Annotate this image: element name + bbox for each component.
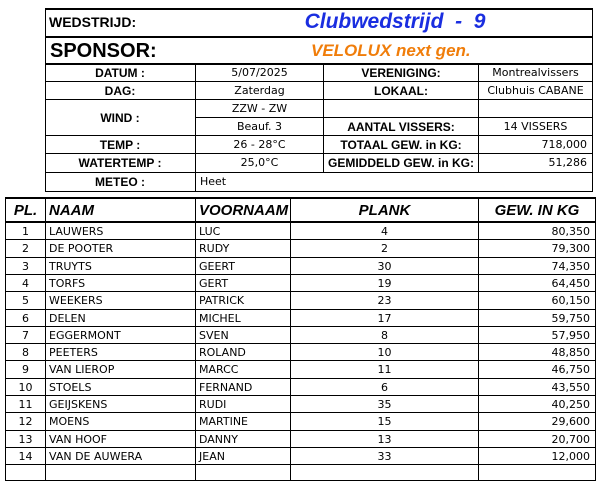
totaal-value: 718,000: [541, 138, 587, 151]
cell-place: 13: [18, 433, 33, 446]
cell-plank: 23: [377, 294, 392, 307]
row-divider: [5, 309, 596, 310]
row-divider: [5, 257, 596, 258]
cell-gewicht: 40,250: [551, 398, 590, 411]
row-divider: [5, 464, 596, 465]
cell-naam: GEIJSKENS: [49, 398, 108, 411]
cell-place: 7: [22, 329, 29, 342]
cell-naam: EGGERMONT: [49, 329, 121, 342]
cell-gewicht: 29,600: [551, 415, 590, 428]
cell-naam: TORFS: [49, 277, 86, 290]
cell-naam: MOENS: [49, 415, 90, 428]
cell-naam: VAN DE AUWERA: [49, 450, 143, 463]
cell-voornaam: RUDY: [199, 242, 230, 255]
row-divider: [5, 412, 596, 413]
cell-gewicht: 64,450: [551, 277, 590, 290]
cell-voornaam: FERNAND: [199, 381, 253, 394]
cell-plank: 35: [377, 398, 392, 411]
totaal-label: TOTAAL GEW. in KG:: [340, 138, 462, 152]
cell-plank: 4: [381, 225, 388, 238]
cell-plank: 33: [377, 450, 392, 463]
meteo-label: METEO :: [95, 175, 145, 189]
cell-voornaam: LUC: [199, 225, 221, 238]
sponsor-label: SPONSOR:: [50, 40, 157, 62]
vereniging-value: Montrealvissers: [492, 66, 579, 79]
cell-voornaam: SVEN: [199, 329, 229, 342]
cell-plank: 13: [377, 433, 392, 446]
cell-place: 14: [18, 450, 33, 463]
cell-plank: 2: [381, 242, 388, 255]
wind-force: Beauf. 3: [236, 120, 283, 133]
cell-place: 10: [18, 381, 33, 394]
col-header-pl: PL.: [13, 202, 38, 219]
temp-value: 26 - 28°C: [233, 138, 286, 151]
cell-place: 11: [18, 398, 33, 411]
col-header-plank: PLANK: [358, 202, 411, 219]
cell-plank: 15: [377, 415, 392, 428]
wind-direction: ZZW - ZW: [231, 102, 288, 115]
watertemp-value: 25,0°C: [240, 156, 279, 169]
row-divider: [5, 360, 596, 361]
cell-voornaam: JEAN: [199, 450, 225, 463]
cell-plank: 19: [377, 277, 392, 290]
cell-voornaam: MICHEL: [199, 312, 241, 325]
cell-voornaam: GEERT: [199, 260, 235, 273]
sponsor-name: VELOLUX next gen.: [311, 41, 471, 60]
cell-naam: DELEN: [49, 312, 86, 325]
cell-naam: WEEKERS: [49, 294, 103, 307]
row-divider: [5, 395, 596, 396]
cell-gewicht: 20,700: [551, 433, 590, 446]
lokaal-value: Clubhuis CABANE: [487, 84, 584, 97]
cell-place: 5: [22, 294, 29, 307]
cell-place: 1: [22, 225, 29, 238]
cell-gewicht: 46,750: [551, 363, 590, 376]
cell-naam: TRUYTS: [49, 260, 92, 273]
row-divider: [5, 378, 596, 379]
cell-voornaam: GERT: [199, 277, 229, 290]
cell-place: 6: [22, 312, 29, 325]
datum-value: 5/07/2025: [231, 66, 288, 79]
cell-place: 4: [22, 277, 29, 290]
row-divider: [5, 343, 596, 344]
cell-naam: PEETERS: [49, 346, 98, 359]
meteo-value: Heet: [200, 175, 227, 188]
cell-gewicht: 59,750: [551, 312, 590, 325]
cell-naam: STOELS: [49, 381, 92, 394]
cell-plank: 11: [377, 363, 392, 376]
cell-gewicht: 60,150: [551, 294, 590, 307]
cell-voornaam: PATRICK: [199, 294, 245, 307]
col-header-gewicht: GEW. IN KG: [494, 202, 580, 219]
cell-place: 2: [22, 242, 29, 255]
cell-gewicht: 43,550: [551, 381, 590, 394]
gemiddeld-value: 51,286: [548, 156, 587, 169]
match-title: Clubwedstrijd - 9: [304, 10, 486, 33]
dag-label: DAG:: [104, 84, 136, 98]
lokaal-label: LOKAAL:: [374, 84, 428, 98]
row-divider: [5, 447, 596, 448]
cell-place: 9: [22, 363, 29, 376]
row-divider: [5, 326, 596, 327]
cell-naam: LAUWERS: [49, 225, 104, 238]
row-divider: [5, 430, 596, 431]
temp-label: TEMP :: [99, 138, 141, 152]
row-divider: [5, 291, 596, 292]
cell-plank: 10: [377, 346, 392, 359]
cell-place: 8: [22, 346, 29, 359]
wind-label: WIND :: [100, 111, 140, 125]
cell-gewicht: 57,950: [551, 329, 590, 342]
cell-place: 12: [18, 415, 33, 428]
cell-naam: DE POOTER: [49, 242, 114, 255]
cell-voornaam: ROLAND: [199, 346, 246, 359]
cell-plank: 30: [377, 260, 392, 273]
cell-gewicht: 12,000: [551, 450, 590, 463]
cell-gewicht: 80,350: [551, 225, 590, 238]
cell-naam: VAN HOOF: [49, 433, 107, 446]
cell-voornaam: RUDI: [199, 398, 227, 411]
gemiddeld-label: GEMIDDELD GEW. in KG:: [328, 156, 474, 170]
datum-label: DATUM :: [95, 66, 145, 80]
cell-voornaam: DANNY: [199, 433, 238, 446]
aantal-label: AANTAL VISSERS:: [347, 120, 455, 134]
cell-gewicht: 74,350: [551, 260, 590, 273]
col-header-voornaam: VOORNAAM: [199, 202, 289, 219]
vereniging-label: VERENIGING:: [361, 66, 441, 80]
col-header-naam: NAAM: [49, 202, 94, 219]
cell-voornaam: MARTINE: [199, 415, 249, 428]
cell-voornaam: MARCC: [199, 363, 239, 376]
cell-naam: VAN LIEROP: [49, 363, 115, 376]
cell-plank: 8: [381, 329, 388, 342]
aantal-value: 14 VISSERS: [503, 120, 568, 133]
dag-value: Zaterdag: [234, 84, 285, 97]
cell-plank: 6: [381, 381, 388, 394]
row-divider: [5, 274, 596, 275]
cell-gewicht: 48,850: [551, 346, 590, 359]
row-divider: [5, 239, 596, 240]
cell-gewicht: 79,300: [551, 242, 590, 255]
watertemp-label: WATERTEMP :: [78, 156, 162, 170]
wedstrijd-label: WEDSTRIJD:: [49, 14, 137, 30]
cell-place: 3: [22, 260, 29, 273]
cell-plank: 17: [377, 312, 392, 325]
